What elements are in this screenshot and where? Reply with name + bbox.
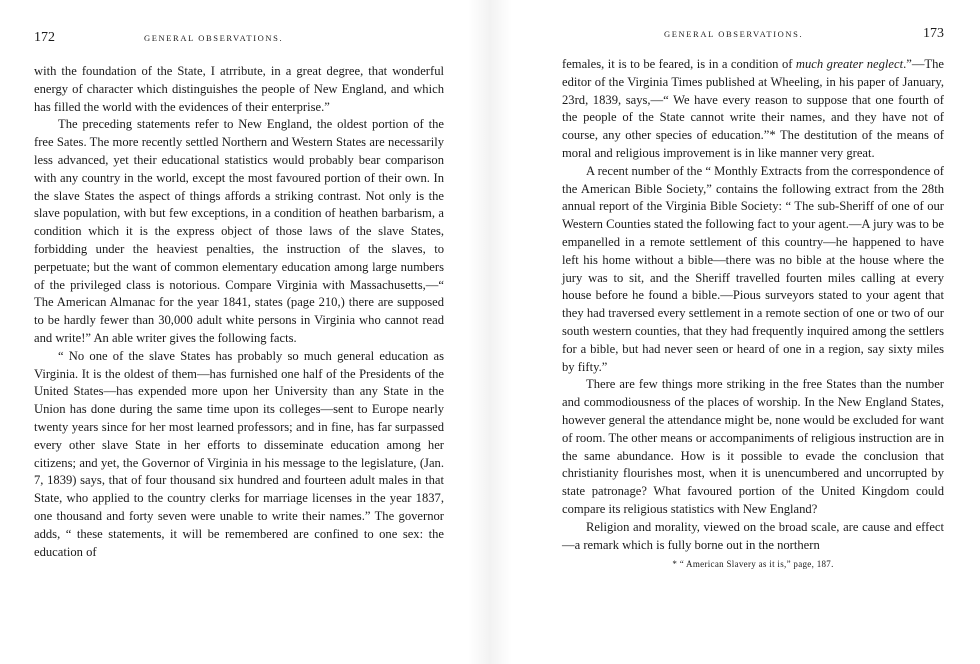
right-paragraph: Religion and morality, viewed on the broad scale, are cause and effect—a remark which is fully borne out in the northern <box>562 519 944 552</box>
right-page <box>490 0 980 664</box>
right-paragraph <box>562 56 944 163</box>
left-paragraph: The preceding statements refer to New England, the oldest portion of the free Sates. The more recently settled Northern and Western States are necessarily less advanced, yet their educational statistics would probably bear comparison with any country in the world, except the most favoured portion of their own. In the slave States the aspect of things affords a striking contrast. Not only is the slave population, with but few exceptions, in a condition of heathen barbarism, a condition which it is the express object of those laws of the slave States, forbidding under the heaviest penalties, the instruction of the slaves, to perpetuate; but the want of common elementary education among large numbers of the privileged class is notorious. Compare Virginia with Massachusetts,—“ The American Almanac for the year 1841, states (page 210,) there are supposed to be hardly fewer than 30,000 adult white persons in Virginia who cannot read and write!” An able writer gives the following facts. <box>34 117 444 345</box>
right-paragraph-text: females, it is to be feared, is in a condition of <box>562 57 796 71</box>
right-page-number: 173 <box>923 26 944 41</box>
right-paragraph-text: .”—The editor of the Virginia Times published at Wheeling, in his paper of January, 23rd, 1839, says,—“ We have every reason to suppose that one fourth of the people of the State cannot write their names, and they have not of course, any other species of education.”* The destitution of the means of moral and religious improvement is in like manner very great. <box>562 57 944 160</box>
right-page-body <box>562 56 944 554</box>
right-running-head: GENERAL OBSERVATIONS. <box>664 29 804 39</box>
left-paragraph: “ No one of the slave States has probably so much general education as Virginia. It is the oldest of them—has furnished one half of the Presidents of the United States—has expended more upon her University than any State in the Union has done during the same time upon its colleges—sent to Europe nearly twenty years since for her most learned professors; and in fine, has far surpassed every other slave State in her efforts to disseminate education among her citizens; and yet, the Governor of Virginia in his message to the legislature, (Jan. 7, 1839) says, that of four thousand six hundred and fourteen adult males in that State, who applied to the country clerks for marriage licenses in the year 1837, one thousand and forty seven were unable to write their names.” The governor adds, “ these statements, it will be remembered are confined to one sex: the education of <box>34 348 444 559</box>
footnote: * “ American Slavery as it is,” page, 187. <box>672 559 834 570</box>
left-running-head: GENERAL OBSERVATIONS. <box>144 33 284 43</box>
left-page-body <box>34 63 444 561</box>
left-paragraph: with the foundation of the State, I atrribute, in a great degree, that wonderful energy of character which distinguishes the people of New England, and which has filled the world with the evidences of their enterprise.” <box>34 64 444 114</box>
right-paragraph-emphasis: much greater neglect <box>795 57 904 71</box>
right-paragraph: A recent number of the “ Monthly Extracts from the correspondence of the American Bible Society,” contains the following extract from the 28th annual report of the Virginia Bible Society: “ The sub-Sheriff of one of our Western Counties stated the following fact to your agent.—A jury was to be empanelled in a remote settlement of this country—he happened to have left his home without a bible—there was no bible at the house where the jury was to sit, and the Sheriff travelled fourten miles calling at every house before he found a bible.—Pious surveyors stated to your agent that they had traversed every settlement in a remote section of one or two of our south western counties, that they had frequently inquired among the settlers for a bible, but had never seen or heard of one in a region, say sixty miles by fifty.” <box>562 163 944 374</box>
right-paragraph: There are few things more striking in the free States than the number and commodiousness of the places of worship. In the New England States, however general the attendance might be, none would be excluded for want of room. The other means or accompaniments of religious instruction are in the same abundance. How is it possible to evade the conclusion that christianity flourishes most, when it is unencumbered and uncorrupted by state patronage? What favoured portion of the United Kingdom could compare its religious statistics with New England? <box>562 377 944 516</box>
left-page-number: 172 <box>34 30 55 45</box>
right-page-header <box>562 26 944 46</box>
left-page-header <box>34 30 444 50</box>
